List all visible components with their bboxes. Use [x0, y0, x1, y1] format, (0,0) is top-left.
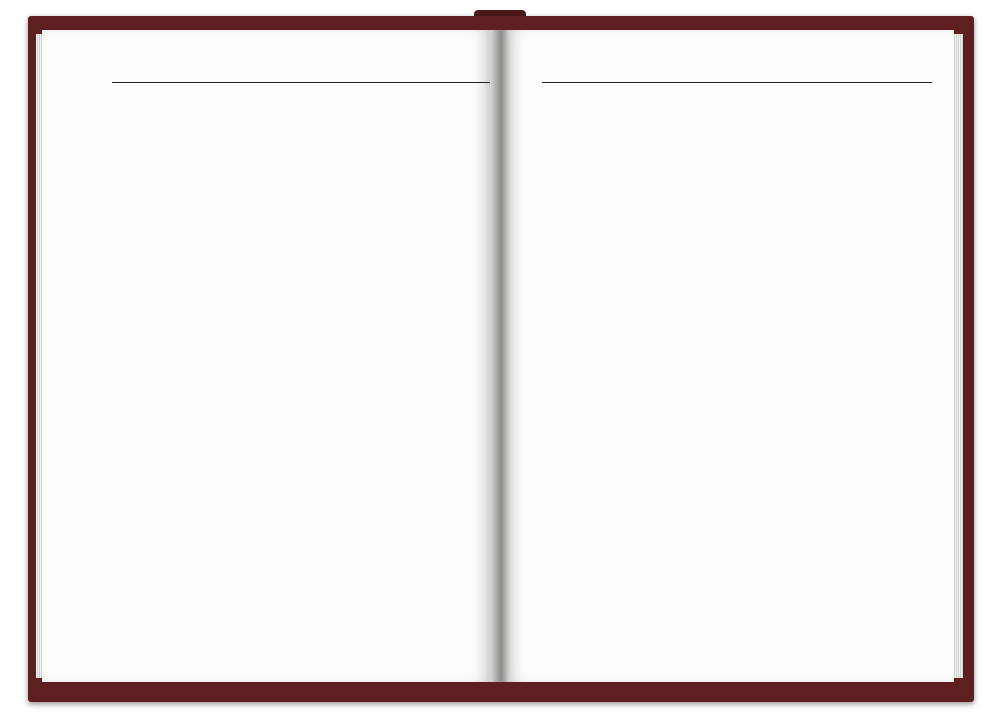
right-page-header	[542, 62, 932, 83]
right-page-stack	[953, 34, 963, 678]
left-page-header	[112, 62, 494, 83]
left-page	[42, 30, 494, 682]
book-gutter	[490, 30, 510, 682]
right-page	[502, 30, 954, 682]
